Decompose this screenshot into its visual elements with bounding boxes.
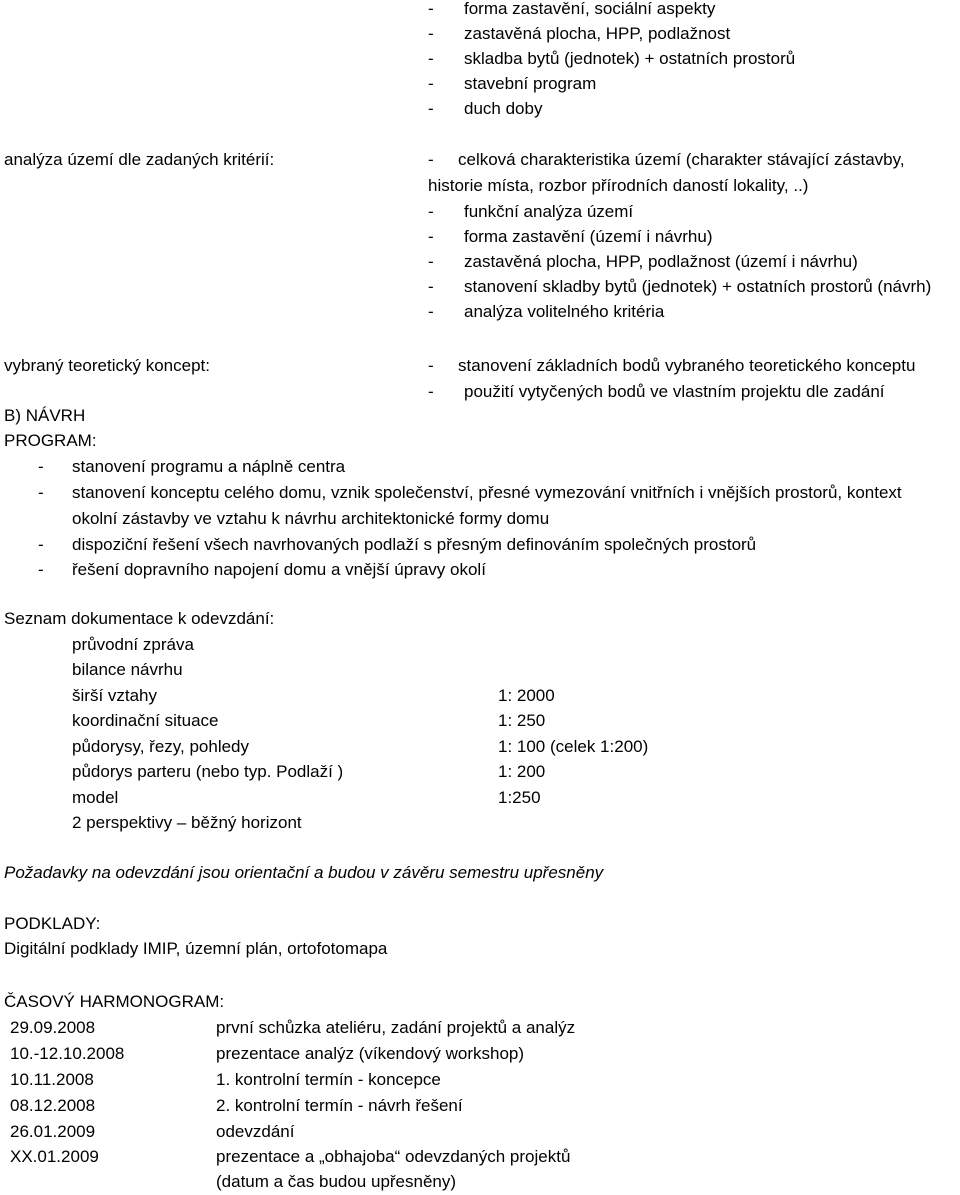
list-item: stanovení programu a náplně centra — [72, 457, 346, 476]
docs-heading: Seznam dokumentace k odevzdání: — [4, 609, 275, 628]
schedule-event: 1. kontrolní termín - koncepce — [216, 1070, 441, 1089]
navrh-heading: B) NÁVRH — [4, 406, 86, 425]
list-item: stavební program — [464, 74, 597, 93]
podklady-heading: PODKLADY: — [4, 914, 101, 933]
list-item: dispoziční řešení všech navrhovaných podlaží s přesným definováním společných prostorů — [72, 535, 757, 554]
submission-note: Požadavky na odevzdání jsou orientační a budou v závěru semestru upřesněny — [4, 863, 604, 882]
schedule-event: odevzdání — [216, 1122, 295, 1141]
schedule-date: XX.01.2009 — [10, 1147, 99, 1166]
schedule-event: prezentace a „obhajoba“ odevzdaných projektů — [216, 1147, 571, 1166]
schedule-date: 10.-12.10.2008 — [10, 1044, 125, 1063]
list-item: stanovení základních bodů vybraného teoretického konceptu — [458, 356, 916, 375]
list-dash: - — [38, 535, 44, 554]
list-item: stanovení konceptu celého domu, vznik společenství, přesné vymezování vnitřních i vnějších prostorů, kontext — [72, 483, 902, 502]
list-item-continuation: okolní zástavby ve vztahu k návrhu architektonické formy domu — [72, 509, 550, 528]
list-dash: - — [428, 356, 434, 375]
doc-name: půdorys parteru (nebo typ. Podlaží ) — [72, 762, 344, 781]
list-dash: - — [38, 483, 44, 502]
list-dash: - — [38, 457, 44, 476]
doc-scale: 1: 100 (celek 1:200) — [498, 737, 649, 756]
list-item: řešení dopravního napojení domu a vnější úpravy okolí — [72, 560, 486, 579]
doc-name: koordinační situace — [72, 711, 219, 730]
list-item-continuation: historie místa, rozbor přírodních daností lokality, ..) — [428, 176, 809, 195]
schedule-event: 2. kontrolní termín - návrh řešení — [216, 1096, 463, 1115]
list-dash: - — [38, 560, 44, 579]
list-dash: - — [428, 382, 434, 401]
list-item: zastavěná plocha, HPP, podlažnost (území i návrhu) — [464, 252, 858, 271]
schedule-date: 26.01.2009 — [10, 1122, 96, 1141]
doc-name: širší vztahy — [72, 686, 158, 705]
doc-scale: 1: 250 — [498, 711, 546, 730]
list-item: forma zastavění (území i návrhu) — [464, 227, 713, 246]
analysis-label: analýza území dle zadaných kritérií: — [4, 150, 275, 169]
doc-name: bilance návrhu — [72, 660, 183, 679]
list-dash: - — [428, 99, 434, 118]
list-dash: - — [428, 49, 434, 68]
list-dash: - — [428, 202, 434, 221]
doc-name: průvodní zpráva — [72, 635, 194, 654]
list-item: celková charakteristika území (charakter stávající zástavby, — [458, 150, 905, 169]
doc-scale: 1: 200 — [498, 762, 546, 781]
doc-name: půdorysy, řezy, pohledy — [72, 737, 250, 756]
list-dash: - — [428, 24, 434, 43]
list-item: analýza volitelného kritéria — [464, 302, 665, 321]
schedule-event-continuation: (datum a čas budou upřesněny) — [216, 1172, 457, 1191]
schedule-date: 29.09.2008 — [10, 1018, 96, 1037]
list-item: skladba bytů (jednotek) + ostatních prostorů — [464, 49, 796, 68]
program-heading: PROGRAM: — [4, 431, 97, 450]
list-item: funkční analýza území — [464, 202, 634, 221]
schedule-event: prezentace analýz (víkendový workshop) — [216, 1044, 525, 1063]
harmonogram-heading: ČASOVÝ HARMONOGRAM: — [4, 992, 225, 1011]
schedule-date: 08.12.2008 — [10, 1096, 96, 1115]
podklady-text: Digitální podklady IMIP, územní plán, ortofotomapa — [4, 939, 388, 958]
schedule-date: 10.11.2008 — [10, 1070, 94, 1089]
list-item: duch doby — [464, 99, 543, 118]
list-item: zastavěná plocha, HPP, podlažnost — [464, 24, 731, 43]
list-dash: - — [428, 277, 434, 296]
doc-name: 2 perspektivy – běžný horizont — [72, 813, 302, 832]
list-dash: - — [428, 302, 434, 321]
doc-name: model — [72, 788, 119, 807]
list-item: forma zastavění, sociální aspekty — [464, 0, 716, 18]
doc-scale: 1:250 — [498, 788, 541, 807]
list-dash: - — [428, 227, 434, 246]
list-dash: - — [428, 0, 434, 18]
concept-label: vybraný teoretický koncept: — [4, 356, 210, 375]
list-dash: - — [428, 252, 434, 271]
list-dash: - — [428, 74, 434, 93]
list-item: stanovení skladby bytů (jednotek) + ostatních prostorů (návrh) — [464, 277, 932, 296]
list-dash: - — [428, 150, 434, 169]
doc-scale: 1: 2000 — [498, 686, 555, 705]
schedule-event: první schůzka ateliéru, zadání projektů a analýz — [216, 1018, 576, 1037]
list-item: použití vytyčených bodů ve vlastním projektu dle zadání — [464, 382, 885, 401]
